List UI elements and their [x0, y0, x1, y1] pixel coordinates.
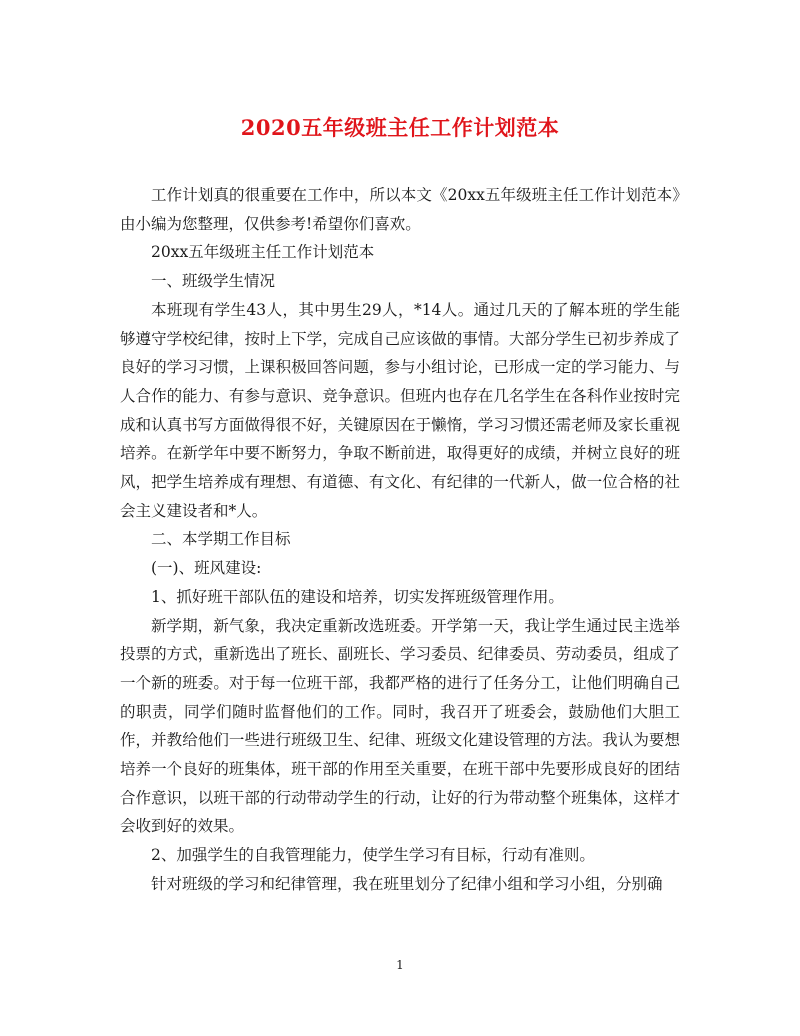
item-heading-class-cadres: 1、抓好班干部队伍的建设和培养，切实发挥班级管理作用。: [151, 587, 564, 606]
item-heading-self-management: 2、加强学生的自我管理能力，使学生学习有目标，行动有准则。: [151, 846, 595, 865]
subsection-heading-class-style: (一)、班风建设:: [151, 559, 262, 578]
self-management-paragraph: 针对班级的学习和纪律管理，我在班里划分了纪律小组和学习小组，分别确: [151, 874, 663, 893]
class-situation-paragraph: 本班现有学生43人，其中男生29人，*14人。通过几天的了解本班的学生能够遵守学校纪律，按时上下学，完成自己应该做的事情。大部分学生已初步养成了良好的学习习惯，上课积极回答问题，参与小组讨论，已形成一定的学习能力、与人合作的能力、有参与意识、竞争意识。但班内也存在几名学生在各科作业按时完成和认真书写方面做得很不好，关键原因在于懒惰，学习习惯还需老师及家长重视培养。在新学年中要不断努力，争取不断前进，取得更好的成绩，并树立良好的班风，把学生培养成有理想、有道德、有文化、有纪律的一代新人，做一位合格的社会主义建设者和*人。: [120, 300, 680, 520]
document-title: 2020五年级班主任工作计划范本: [240, 115, 560, 140]
section-heading-class-situation: 一、班级学生情况: [151, 272, 276, 291]
document-body: [120, 181, 680, 899]
page-number: 1: [396, 958, 404, 972]
class-cadres-paragraph: 新学期，新气象，我决定重新改选班委。开学第一天，我让学生通过民主选举投票的方式，重新选出了班长、副班长、学习委员、纪律委员、劳动委员，组成了一个新的班委。对于每一位班干部，我都严格的进行了任务分工，让他们明确自己的职责，同学们随时监督他们的工作。同时，我召开了班委会，鼓励他们大胆工作，并教给他们一些进行班级卫生、纪律、班级文化建设管理的方法。我认为要想培养一个良好的班集体，班干部的作用至关重要，在班干部中先要形成良好的团结合作意识，以班干部的行动带动学生的行动，让好的行为带动整个班集体，这样才会收到好的效果。: [120, 616, 680, 836]
intro-paragraph: 工作计划真的很重要在工作中，所以本文《20xx五年级班主任工作计划范本》由小编为您整理，仅供参考!希望你们喜欢。: [120, 186, 680, 233]
subtitle-paragraph: 20xx五年级班主任工作计划范本: [151, 243, 375, 262]
section-heading-goals: 二、本学期工作目标: [151, 530, 291, 549]
